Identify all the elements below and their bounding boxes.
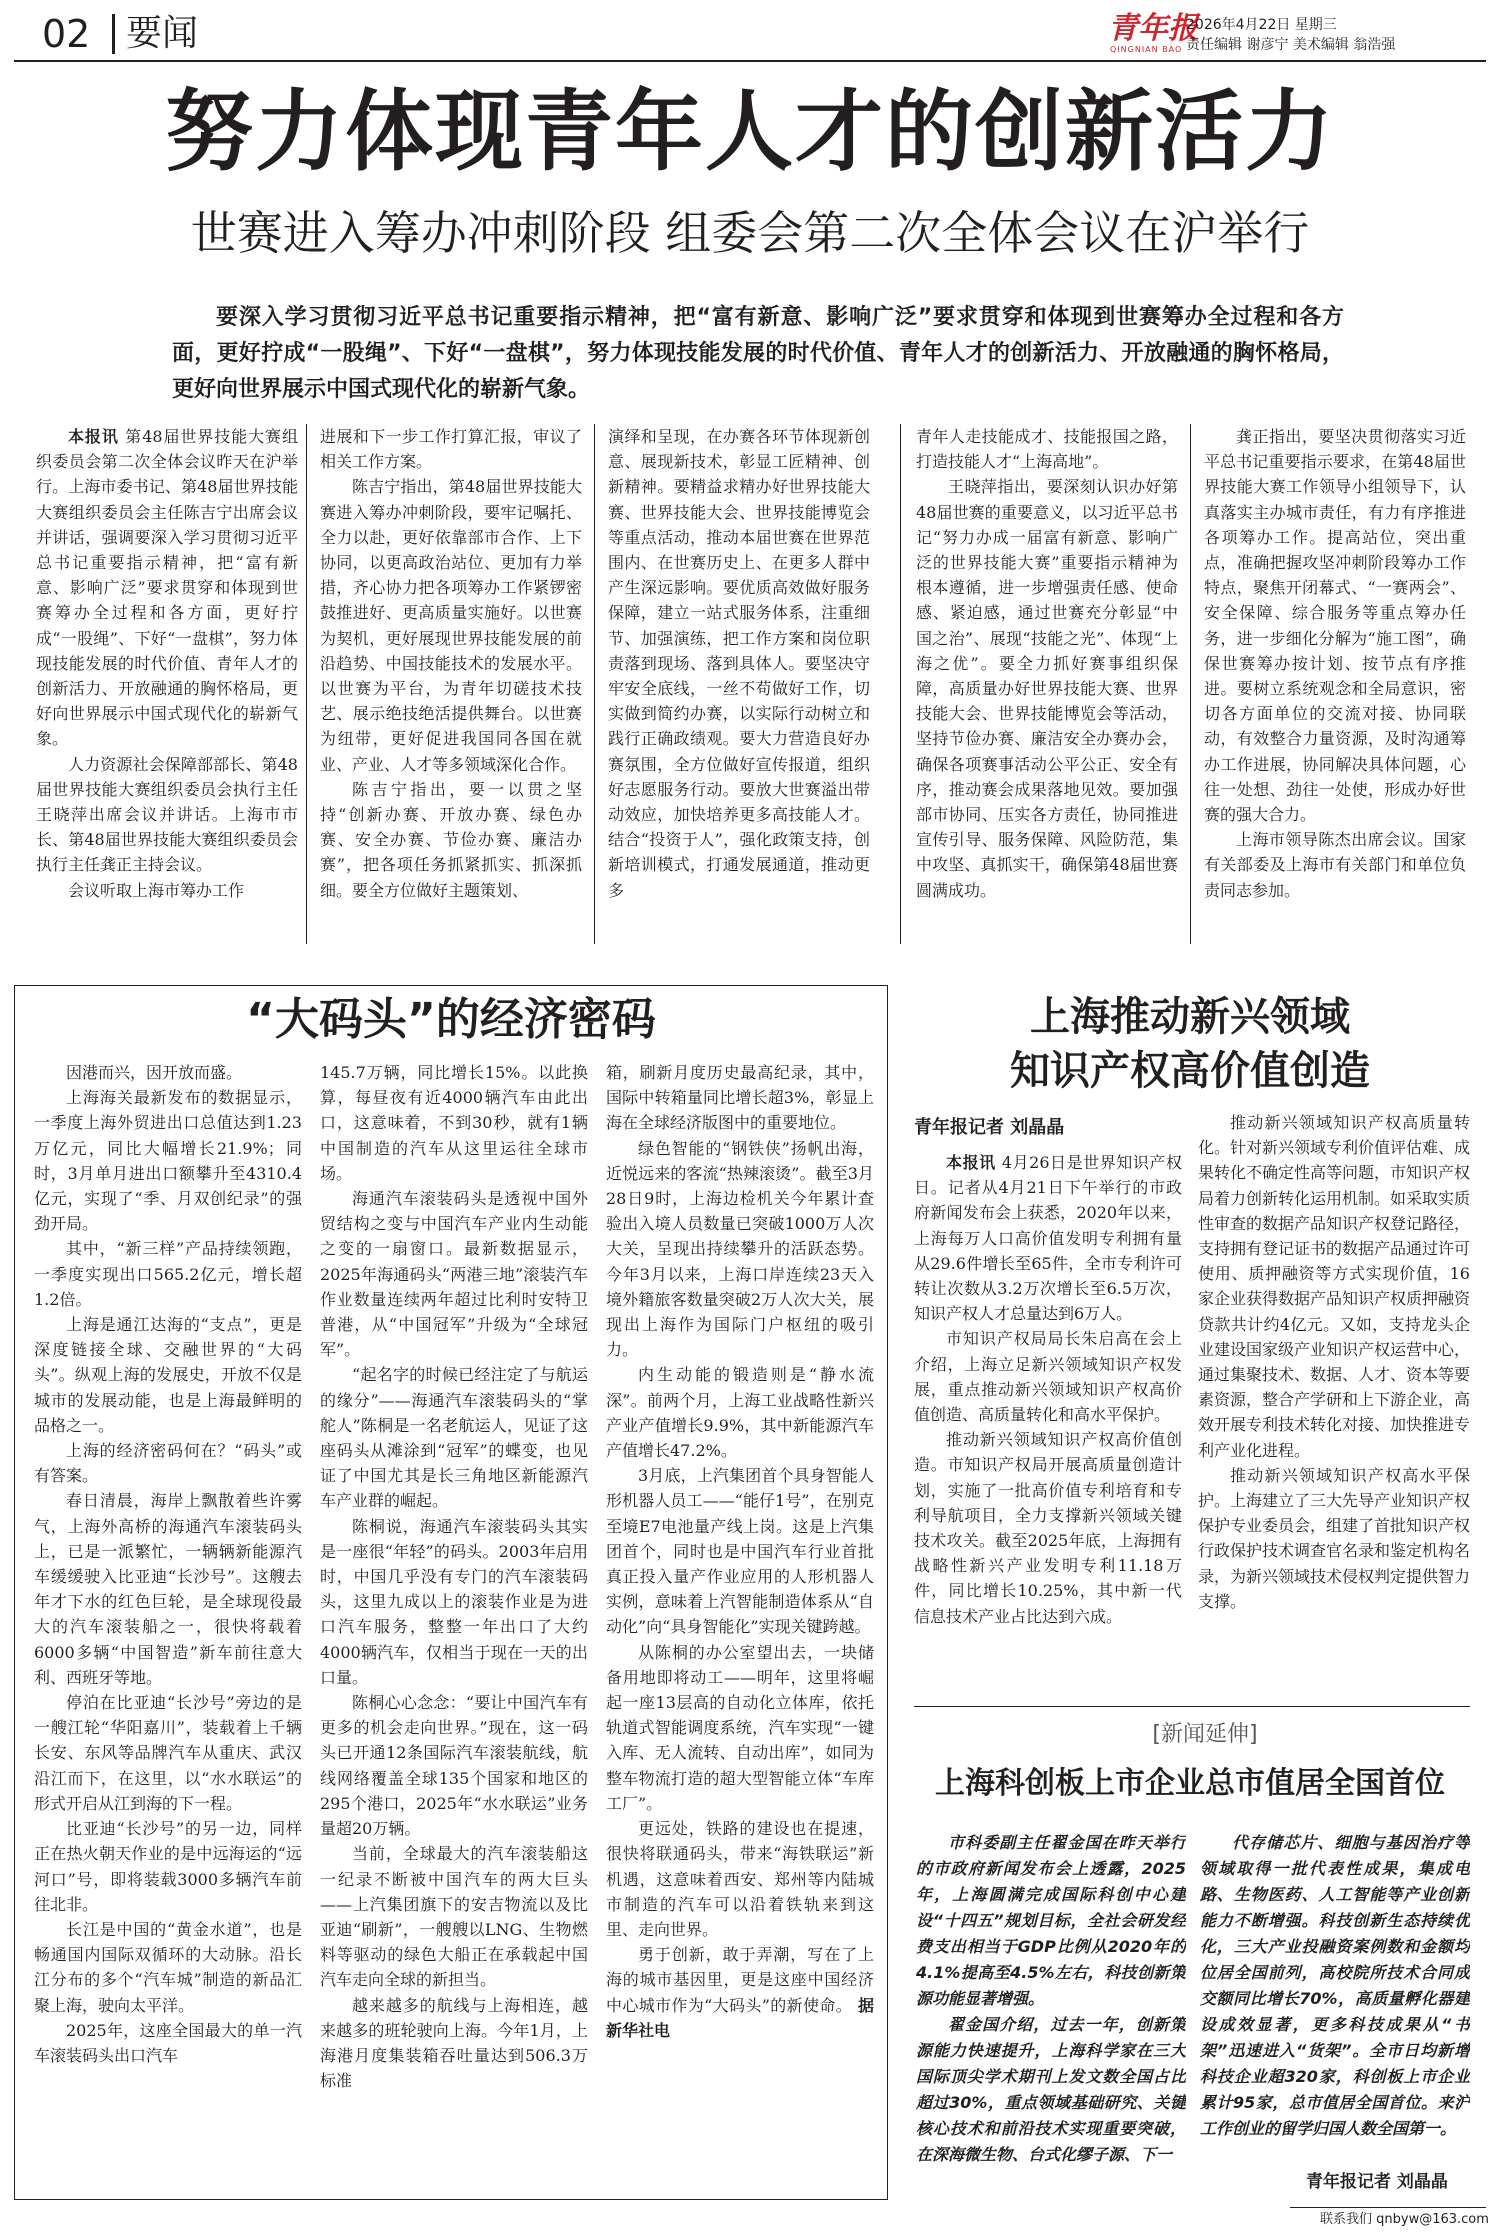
paragraph: 陈桐心心念念：“要让中国汽车有更多的机会走向世界。”现在，这一码头已开通12条国际汽车滚装航线，航线网络覆盖全球135个国家和地区的295个港口，2025年“水水联运”业务量超20万辆。 xyxy=(320,1693,588,1839)
paragraph: 推动新兴领域知识产权高水平保护。上海建立了三大先导产业知识产权保护专业委员会，组建了首批知识产权行政保护技术调查官名录和鉴定机构名录，为新兴领域技术侵权判定提供智力支撑。 xyxy=(1198,1465,1470,1611)
extension-byline: 青年报记者 刘晶晶 xyxy=(1306,2172,1448,2192)
paragraph: 从陈桐的办公室望出去，一块储备用地即将动工——明年，这里将崛起一座13层高的自动化立体库，依托轨道式智能调度系统，汽车实现“一键入库、无人流转、自动出库”，如同为整车物流打造的超大型智能立体“车库工厂”。 xyxy=(606,1642,874,1813)
paragraph: 陈吉宁指出，第48届世界技能大赛进入筹办冲刺阶段，要牢记嘱托、全力以赴，更好依靠部市合作、上下协同，以更高政治站位、更加有力举措，齐心协力把各项筹办工作紧锣密鼓推进好、更高质量实施好。以世赛为契机，更好展现世界技能发展的前沿趋势、中国技能技术的发展水平。以世赛为平台，为青年切磋技术技艺、展示绝技绝活提供舞台。以世赛为纽带，更好促进我国同各国在就业、产业、人才等多领域深化合作。 xyxy=(320,477,582,774)
column-rule xyxy=(1190,424,1191,944)
article-source: 据新华社电 xyxy=(606,1995,874,2040)
text-column xyxy=(320,1060,588,2190)
paragraph: 内生动能的锻造则是“静水流深”。前两个月，上海工业战略性新兴产业产值增长9.9%，其中新能源汽车产值增长47.2%。 xyxy=(606,1365,874,1461)
text-column xyxy=(1204,424,1466,954)
page-number: 02 xyxy=(42,12,91,56)
main-lead: 要深入学习贯彻习近平总书记重要指示精神，把“富有新意、影响广泛”要求贯穿和体现到世赛筹办全过程和各方面，更好拧成“一股绳”、下好“一盘棋”，努力体现技能发展的时代价值、青年人才的创新活力、开放融通的胸怀格局，更好向世界展示中国式现代化的崭新气象。 xyxy=(172,305,1344,402)
ip-article-title xyxy=(910,990,1470,1098)
paragraph: 其中，“新三样”产品持续领跑，一季度实现出口565.2亿元，增长超1.2倍。 xyxy=(34,1239,302,1309)
column-rule xyxy=(594,424,595,944)
paragraph: 本报讯 第48届世界技能大赛组织委员会第二次全体会议昨天在沪举行。上海市委书记、第48届世界技能大赛组织委员会主任陈吉宁出席会议并讲话，强调要深入学习贯彻习近平总书记重要指示精神，把“富有新意、影响广泛”要求贯穿和体现到世赛筹办全过程和各方面，更好拧成“一股绳”、下好“一盘棋”，努力体现技能发展的时代价值、青年人才的创新活力、开放融通的胸怀格局，更好向世界展示中国式现代化的崭新气象。 xyxy=(36,427,298,749)
paragraph: 越来越多的航线与上海相连，越来越多的班轮驶向上海。今年1月，上海港月度集装箱吞吐量达到506.3万标准 xyxy=(320,1995,588,2091)
paragraph: 海通汽车滚装码头是透视中国外贸结构之变与中国汽车产业内生动能之变的一扇窗口。最新数据显示，2025年海通码头“两港三地”滚装汽车作业数量连续两年超过比利时安特卫普港，从“中国冠军”升级为“全球冠军”。 xyxy=(320,1189,588,1360)
paragraph: 王晓萍指出，要深刻认识办好第48届世赛的重要意义，以习近平总书记“努力办成一届富有新意、影响广泛的世界技能大赛”重要指示精神为根本遵循，进一步增强责任感、使命感、紧迫感，通过世赛充分彰显“中国之治”、展现“技能之光”、体现“上海之优”。要全力抓好赛事组织保障，高质量办好世界技能大赛、世界技能大会、世界技能博览会等活动，坚持节俭办赛、廉洁安全办赛办会，确保各项赛事活动公平公正、安全有序，推动赛会成果落地见效。要加强部市协同、压实各方责任，协同推进宣传引导、服务保障、风险防范，集中攻坚、真抓实干，确保第48届世赛圆满成功。 xyxy=(916,477,1178,900)
paragraph: 陈吉宁指出，要一以贯之坚持“创新办赛、开放办赛、绿色办赛、安全办赛、节俭办赛、廉洁办赛”，把各项任务抓紧抓实、抓深抓细。要全方位做好主题策划、 xyxy=(320,779,582,900)
paragraph: 市科委副主任翟金国在昨天举行的市政府新闻发布会上透露，2025年，上海圆满完成国际科创中心建设“十四五”规划目标，全社会研发经费支出相当于GDP比例从2020年的4.1%提高至4.5%左右，科技创新策源功能显著增强。 xyxy=(916,1833,1186,2008)
text-column xyxy=(34,1060,302,2190)
text-column xyxy=(608,424,870,954)
paragraph: 代存储芯片、细胞与基因治疗等领域取得一批代表性成果，集成电路、生物医药、人工智能等产业创新能力不断增强。科技创新生态持续优化，三大产业投融资案例数和金额均位居全国前列，高校院所技术合同成交额同比增长70%，高质量孵化器建设成效显著，更多科技成果从“书架”迅速进入“货架”。全市日均新增科技企业超320家，科创板上市企业累计95家，总市值居全国首位。来沪工作创业的留学归国人数全国第一。 xyxy=(1200,1833,1470,2138)
editor-credits: 责任编辑 谢彦宁 美术编辑 翁浩强 xyxy=(1186,37,1396,53)
extension-tag: [新闻延伸] xyxy=(1152,1722,1258,1747)
paragraph: 停泊在比亚迪“长沙号”旁边的是一艘江轮“华阳嘉川”，装载着上千辆长安、东风等品牌汽车从重庆、武汉沿江而下，在这里，以“水水联运”的形式开启从江到海的下一程。 xyxy=(34,1693,302,1813)
paragraph: 市知识产权局局长朱启高在会上介绍，上海立足新兴领域知识产权发展，重点推动新兴领域知识产权高价值创造、高质量转化和高水平保护。 xyxy=(914,1329,1182,1425)
paragraph: 演绎和呈现，在办赛各环节体现新创意、展现新技术，彰显工匠精神、创新精神。要精益求精办好世界技能大赛、世界技能大会、世界技能博览会等重点活动，推动本届世赛在世界范围内、在世赛历史上、在更多人群中产生深远影响。要优质高效做好服务保障，建立一站式服务体系，注重细节、加强演练，把工作方案和岗位职责落到现场、落到具体人。要坚决守牢安全底线，一丝不苟做好工作，切实做到简约办赛，以实际行动树立和践行正确政绩观。要大力营造良好办赛氛围，全方位做好宣传报道，组织好志愿服务行动。要放大世赛溢出带动效应，加快培养更多高技能人才。结合“投资于人”，强化政策支持，创新培训模式，打通发展通道，推动更多 xyxy=(608,427,870,900)
paragraph: 上海海关最新发布的数据显示，一季度上海外贸进出口总值达到1.23万亿元，同比大幅增长21.9%；同时，3月单月进出口额攀升至4310.4亿元，实现了“季、月双创纪录”的强劲开局。 xyxy=(34,1088,302,1234)
header-rule xyxy=(14,60,1486,62)
text-column xyxy=(1198,1110,1470,1690)
paragraph: 箱，刷新月度历史最高纪录，其中，国际中转箱量同比增长超3%，彰显上海在全球经济版图中的重要地位。 xyxy=(606,1063,874,1133)
paragraph: 比亚迪“长沙号”的另一边，同样正在热火朝天作业的是中远海运的“远河口”号，即将装载3000多辆汽车前往北非。 xyxy=(34,1819,302,1914)
section-name: 要闻 xyxy=(126,13,199,54)
paragraph: 推动新兴领域知识产权高价值创造。市知识产权局开展高质量创造计划，实施了一批高价值专利培育和专利导航项目，全力支撑新兴领域关键技术攻关。截至2025年底，上海拥有战略性新兴产业发明专利11.18万件，同比增长10.25%，其中新一代信息技术产业占比达到六成。 xyxy=(914,1430,1182,1626)
newspaper-logo: 青年报 xyxy=(1108,11,1198,46)
paragraph: 龚正指出，要坚决贯彻落实习近平总书记重要指示要求，在第48届世界技能大赛工作领导小组领导下，认真落实主办城市责任，有力有序推进各项筹办工作。提高站位，突出重点，准确把握攻坚冲刺阶段筹办工作特点，聚焦开闭幕式、“一赛两会”、安全保障、综合服务等重点筹办任务，进一步细化分解为“施工图”，确保世赛筹办按计划、按节点有序推进。要树立系统观念和全局意识，密切各方面单位的交流对接、协同联动，有效整合力量资源，及时沟通筹办工作进展，协同解决具体问题，心往一处想、劲往一处使，形成办好世赛的强大合力。 xyxy=(1204,427,1466,825)
paragraph: 145.7万辆，同比增长15%。以此换算，每昼夜有近4000辆汽车由此出口，这意味着，不到30秒，就有1辆中国制造的汽车从这里运往全球市场。 xyxy=(320,1063,588,1183)
column-rule xyxy=(900,424,901,944)
paragraph: 长江是中国的“黄金水道”，也是畅通国内国际双循环的大动脉。沿长江分布的多个“汽车城”制造的新品汇聚上海，驶向太平洋。 xyxy=(34,1919,302,2015)
paragraph: 上海是通江达海的“支点”，更是深度链接全球、交融世界的“大码头”。纵观上海的发展史，开放不仅是城市的发展动能，也是上海最鲜明的品格之一。 xyxy=(34,1315,302,1435)
paragraph: 上海市领导陈杰出席会议。国家有关部委及上海市有关部门和单位负责同志参加。 xyxy=(1204,830,1466,900)
paragraph: 人力资源社会保障部部长、第48届世界技能大赛组织委员会执行主任王晓萍出席会议并讲话。上海市市长、第48届世界技能大赛组织委员会执行主任龚正主持会议。 xyxy=(36,754,298,875)
paragraph: 推动新兴领域知识产权高质量转化。针对新兴领域专利价值评估难、成果转化不确定性高等问题，市知识产权局着力创新转化运用机制。如采取实质性审查的数据产品知识产权登记路径，支持拥有登记证书的数据产品通过许可使用、质押融资等方式实现价值，16家企业获得数据产品知识产权质押融资贷款共计约4亿元。又如，支持龙头企业建设国家级产业知识产权运营中心，通过集聚技术、数据、人才、资本等要素资源，整合产学研和上下游企业，高效开展专利技术转化对接、加快推进专利产业化进程。 xyxy=(1198,1113,1470,1460)
header-divider xyxy=(112,14,115,54)
paragraph: 春日清晨，海岸上飘散着些许雾气，上海外高桥的海通汽车滚装码头上，已是一派繁忙，一辆辆新能源汽车缓缓驶入比亚迪“长沙号”。这艘去年才下水的红色巨轮，是全球现役最大的汽车滚装船之一，很快将载着6000多辆“中国智造”新车前往意大利、西班牙等地。 xyxy=(34,1491,302,1687)
footer-contact: 联系我们 qnbyw@163.com xyxy=(1320,2212,1489,2227)
paragraph: 上海的经济密码何在？“码头”或有答案。 xyxy=(34,1441,302,1486)
paragraph: 青年人走技能成才、技能报国之路，打造技能人才“上海高地”。 xyxy=(916,427,1178,472)
paragraph: 因港而兴，因开放而盛。 xyxy=(66,1063,243,1082)
economy-article-title: “大码头”的经济密码 xyxy=(246,994,656,1045)
text-column xyxy=(916,1830,1186,2185)
newspaper-logo-sub: QINGNIAN BAO xyxy=(1110,45,1183,54)
main-subheadline: 世赛进入筹办冲刺阶段 组委会第二次全体会议在沪举行 xyxy=(190,206,1310,260)
paragraph: 当前，全球最大的汽车滚装船这一纪录不断被中国汽车的两大巨头——上汽集团旗下的安吉物流以及比亚迪“刷新”，一艘艘以LNG、生物燃料等驱动的绿色大船正在承载起中国汽车走向全球的新担当。 xyxy=(320,1844,588,1990)
main-headline: 努力体现青年人才的创新活力 xyxy=(164,80,1335,183)
footer-rule xyxy=(1290,2207,1486,2208)
text-column xyxy=(914,1150,1182,1690)
paragraph: 翟金国介绍，过去一年，创新策源能力快速提升，上海科学家在三大国际顶尖学术期刊上发文数全国占比超过30%，重点领域基础研究、关键核心技术和前沿技术实现重要突破，在深海微生物、台式化缪子源、下一 xyxy=(916,2015,1186,2164)
ip-article-byline: 青年报记者 刘晶晶 xyxy=(914,1117,1065,1138)
extension-rule xyxy=(914,1706,1470,1707)
dateline: 本报讯 xyxy=(68,427,126,446)
column-rule xyxy=(306,424,307,944)
paragraph: 进展和下一步工作打算汇报，审议了相关工作方案。 xyxy=(320,427,582,472)
paragraph: 陈桐说，海通汽车滚装码头其实是一座很“年轻”的码头。2003年启用时，中国几乎没有专门的汽车滚装码头，这里九成以上的滚装作业是为进口汽车服务，整整一年出口了大约4000辆汽车，仅相当于现在一天的出口量。 xyxy=(320,1516,588,1687)
paragraph: 3月底，上汽集团首个具身智能人形机器人员工——“能仔1号”，在别克至境E7电池量产线上岗。这是上汽集团首个，同时也是中国汽车行业首批真正投入量产作业应用的人形机器人实例，意味着上汽智能制造体系从“自动化”向“具身智能化”实现关键跨越。 xyxy=(606,1466,874,1637)
text-column xyxy=(320,424,582,954)
ip-title-line2: 知识产权高价值创造 xyxy=(1010,1048,1370,1094)
paragraph: 绿色智能的“钢铁侠”扬帆出海，近悦远来的客流“热辣滚烫”。截至3月28日9时，上海边检机关今年累计查验出入境人员数量已突破1000万人次大关，呈现出持续攀升的活跃态势。今年3月以来，上海口岸连续23天入境外籍旅客数量突破2万人次大关，展现出上海作为国际门户枢纽的吸引力。 xyxy=(606,1138,874,1360)
paragraph: 2025年，这座全国最大的单一汽车滚装码头出口汽车 xyxy=(34,2020,302,2065)
issue-date: 2026年4月22日 星期三 xyxy=(1186,17,1337,33)
text-column xyxy=(36,424,298,954)
paragraph: “起名字的时候已经注定了与航运的缘分”——海通汽车滚装码头的“掌舵人”陈桐是一名老航运人，见证了这座码头从滩涂到“冠军”的蝶变，也见证了中国尤其是长三角地区新能源汽车产业群的崛起。 xyxy=(320,1365,588,1511)
paragraph: 会议听取上海市筹办工作 xyxy=(68,880,245,900)
ip-title-line1: 上海推动新兴领域 xyxy=(1030,994,1350,1040)
paragraph: 勇于创新，敢于弄潮，写在了上海的城市基因里，更是这座中国经济中心城市作为“大码头”的新使命。 据新华社电 xyxy=(606,1945,874,2040)
dateline: 本报讯 xyxy=(946,1153,1002,1172)
extension-title: 上海科创板上市企业总市值居全国首位 xyxy=(935,1766,1445,1801)
text-column xyxy=(606,1060,874,2190)
text-column xyxy=(916,424,1178,954)
paragraph: 更远处，铁路的建设也在提速，很快将联通码头，带来“海铁联运”新机遇，这意味着西安、郑州等内陆城市制造的汽车可以沿着铁轨来到这里、走向世界。 xyxy=(606,1819,874,1939)
text-column xyxy=(1200,1830,1470,2170)
paragraph: 本报讯 4月26日是世界知识产权日。记者从4月21日下午举行的市政府新闻发布会上获悉，2020年以来，上海每万人口高价值发明专利拥有量从29.6件增长至65件，全市专利许可转让次数从3.2万次增长至6.5万次，知识产权人才总量达到6万人。 xyxy=(914,1153,1182,1324)
